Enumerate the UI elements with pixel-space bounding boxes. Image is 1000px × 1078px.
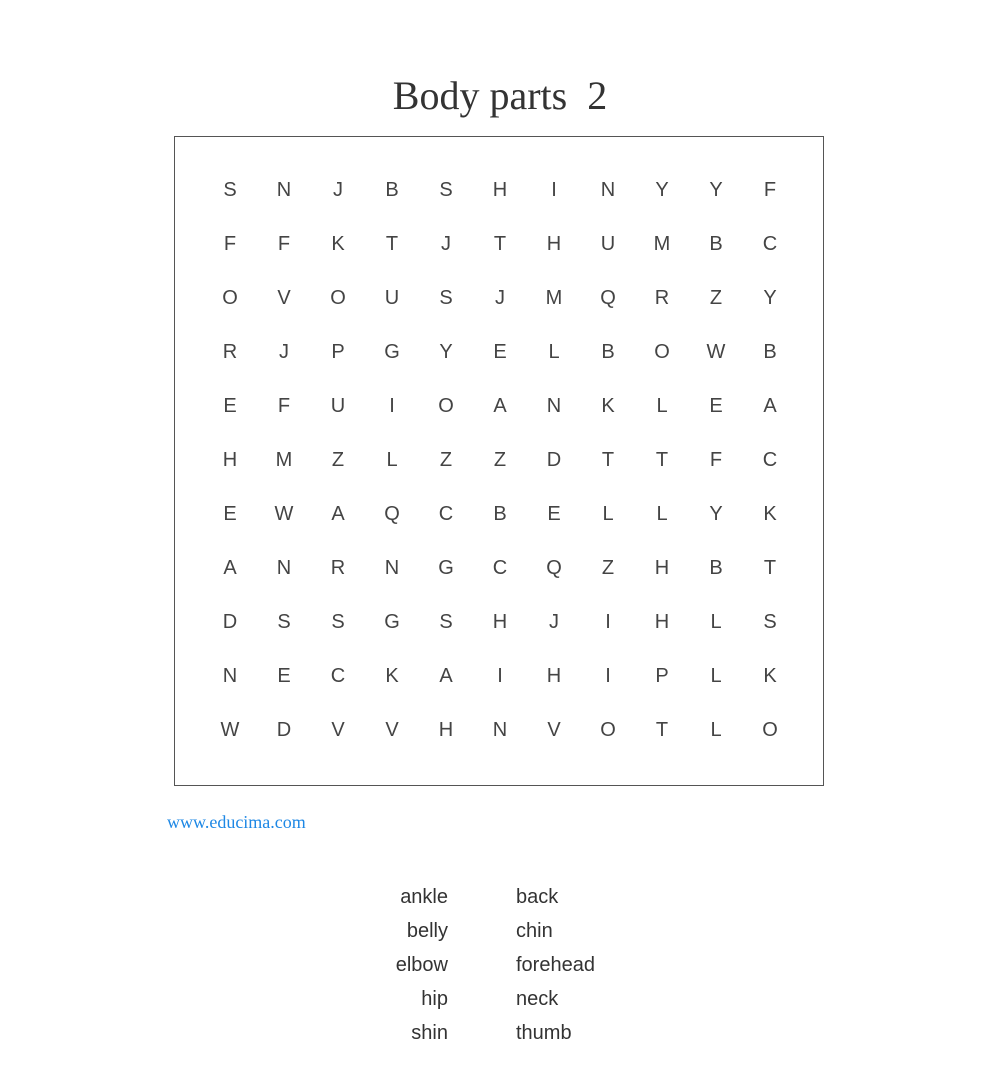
- word-item: neck: [516, 987, 559, 1010]
- grid-letter[interactable]: K: [763, 502, 777, 525]
- word-row: [300, 948, 700, 982]
- grid-letter[interactable]: K: [763, 664, 777, 687]
- grid-letter[interactable]: H: [492, 610, 508, 633]
- grid-letter[interactable]: H: [546, 664, 562, 687]
- grid-letter[interactable]: J: [549, 610, 559, 633]
- grid-letter[interactable]: E: [547, 502, 561, 525]
- grid-letter[interactable]: T: [763, 556, 777, 579]
- grid-letter[interactable]: N: [276, 178, 292, 201]
- word-item: belly: [406, 919, 448, 942]
- grid-letter[interactable]: N: [600, 178, 616, 201]
- word-item: elbow: [395, 953, 448, 976]
- grid-letter[interactable]: S: [277, 610, 291, 633]
- grid-letter[interactable]: S: [439, 610, 453, 633]
- page-title: Body parts 2: [392, 73, 608, 118]
- grid-letter[interactable]: B: [385, 178, 399, 201]
- grid-letter[interactable]: F: [277, 394, 291, 417]
- grid-letter[interactable]: U: [384, 286, 400, 309]
- grid-letter[interactable]: W: [220, 718, 240, 741]
- grid-letter[interactable]: H: [654, 610, 670, 633]
- grid-letter[interactable]: T: [385, 232, 399, 255]
- grid-letter[interactable]: R: [330, 556, 346, 579]
- grid-letter[interactable]: G: [438, 556, 454, 579]
- grid-letter[interactable]: A: [331, 502, 345, 525]
- grid-letter[interactable]: P: [331, 340, 345, 363]
- grid-letter[interactable]: Y: [763, 286, 777, 309]
- grid-letter[interactable]: U: [600, 232, 616, 255]
- word-row: [300, 1016, 700, 1050]
- grid-letter[interactable]: Y: [655, 178, 669, 201]
- grid-letter[interactable]: C: [762, 448, 778, 471]
- grid-letter[interactable]: F: [763, 178, 777, 201]
- grid-letter[interactable]: Z: [331, 448, 345, 471]
- grid-letter[interactable]: B: [709, 232, 723, 255]
- grid-letter[interactable]: A: [493, 394, 507, 417]
- grid-letter[interactable]: R: [222, 340, 238, 363]
- grid-letter[interactable]: B: [493, 502, 507, 525]
- grid-letter[interactable]: S: [331, 610, 345, 633]
- grid-letter[interactable]: T: [601, 448, 615, 471]
- word-item: shin: [411, 1021, 448, 1044]
- grid-letter[interactable]: N: [384, 556, 400, 579]
- grid-letter[interactable]: L: [548, 340, 560, 363]
- word-row: [300, 982, 700, 1016]
- grid-letter[interactable]: T: [655, 718, 669, 741]
- grid-letter[interactable]: O: [438, 394, 454, 417]
- grid-letter[interactable]: N: [276, 556, 292, 579]
- grid-letter[interactable]: B: [601, 340, 615, 363]
- grid-letter[interactable]: V: [547, 718, 561, 741]
- letter-grid: [203, 163, 797, 757]
- grid-letter[interactable]: B: [709, 556, 723, 579]
- grid-letter[interactable]: E: [223, 394, 237, 417]
- grid-letter[interactable]: J: [279, 340, 289, 363]
- grid-letter[interactable]: Q: [384, 502, 400, 525]
- grid-letter[interactable]: O: [762, 718, 778, 741]
- grid-letter[interactable]: L: [656, 394, 668, 417]
- word-item: hip: [421, 987, 448, 1010]
- grid-letter[interactable]: Z: [439, 448, 453, 471]
- grid-letter[interactable]: E: [277, 664, 291, 687]
- grid-letter[interactable]: S: [439, 178, 453, 201]
- grid-letter[interactable]: J: [441, 232, 451, 255]
- grid-letter[interactable]: M: [275, 448, 293, 471]
- word-list: [300, 880, 700, 1050]
- grid-letter[interactable]: V: [331, 718, 345, 741]
- word-item: back: [516, 885, 559, 908]
- grid-letter[interactable]: F: [709, 448, 723, 471]
- grid-letter[interactable]: Q: [600, 286, 616, 309]
- grid-letter[interactable]: I: [551, 178, 557, 201]
- grid-letter[interactable]: N: [546, 394, 562, 417]
- grid-letter[interactable]: R: [654, 286, 670, 309]
- grid-letter[interactable]: A: [223, 556, 237, 579]
- grid-letter[interactable]: H: [546, 232, 562, 255]
- grid-letter[interactable]: K: [601, 394, 615, 417]
- grid-letter[interactable]: L: [710, 610, 722, 633]
- grid-letter[interactable]: D: [222, 610, 238, 633]
- grid-letter[interactable]: G: [384, 610, 400, 633]
- word-item: chin: [516, 919, 553, 942]
- grid-letter[interactable]: G: [384, 340, 400, 363]
- grid-letter[interactable]: M: [653, 232, 671, 255]
- grid-letter[interactable]: Q: [546, 556, 562, 579]
- word-item: ankle: [400, 885, 448, 908]
- grid-letter[interactable]: O: [600, 718, 616, 741]
- grid-letter[interactable]: C: [438, 502, 454, 525]
- grid-letter[interactable]: E: [709, 394, 723, 417]
- grid-letter[interactable]: L: [656, 502, 668, 525]
- grid-letter[interactable]: I: [389, 394, 395, 417]
- grid-letter[interactable]: Z: [493, 448, 507, 471]
- grid-letter[interactable]: A: [439, 664, 453, 687]
- word-item: thumb: [516, 1021, 572, 1044]
- grid-letter[interactable]: Y: [439, 340, 453, 363]
- grid-letter[interactable]: C: [492, 556, 508, 579]
- grid-letter[interactable]: O: [222, 286, 238, 309]
- grid-letter[interactable]: P: [655, 664, 669, 687]
- grid-letter[interactable]: N: [492, 718, 508, 741]
- grid-letter[interactable]: L: [386, 448, 398, 471]
- grid-letter[interactable]: W: [706, 340, 726, 363]
- grid-letter[interactable]: M: [545, 286, 563, 309]
- educima-link[interactable]: www.educima.com: [167, 812, 306, 832]
- word-item: forehead: [516, 953, 595, 976]
- grid-letter[interactable]: L: [710, 664, 722, 687]
- grid-letter[interactable]: A: [763, 394, 777, 417]
- grid-letter[interactable]: C: [330, 664, 346, 687]
- grid-letter[interactable]: J: [333, 178, 343, 201]
- grid-letter[interactable]: O: [330, 286, 346, 309]
- grid-letter[interactable]: T: [655, 448, 669, 471]
- grid-letter[interactable]: U: [330, 394, 346, 417]
- word-row: [300, 880, 700, 914]
- grid-letter[interactable]: D: [276, 718, 292, 741]
- grid-letter[interactable]: K: [385, 664, 399, 687]
- grid-letter[interactable]: W: [274, 502, 294, 525]
- grid-letter[interactable]: Z: [601, 556, 615, 579]
- grid-letter[interactable]: V: [385, 718, 399, 741]
- grid-letter[interactable]: E: [223, 502, 237, 525]
- grid-letter[interactable]: Y: [709, 178, 723, 201]
- grid-letter[interactable]: T: [493, 232, 507, 255]
- grid-letter[interactable]: Y: [709, 502, 723, 525]
- word-row: [300, 914, 700, 948]
- grid-letter[interactable]: J: [495, 286, 505, 309]
- grid-letter[interactable]: B: [763, 340, 777, 363]
- grid-letter[interactable]: N: [222, 664, 238, 687]
- grid-letter[interactable]: F: [223, 232, 237, 255]
- grid-letter[interactable]: H: [654, 556, 670, 579]
- grid-letter[interactable]: K: [331, 232, 345, 255]
- grid-letter[interactable]: L: [602, 502, 614, 525]
- grid-letter[interactable]: F: [277, 232, 291, 255]
- grid-letter[interactable]: S: [763, 610, 777, 633]
- grid-letter[interactable]: I: [605, 610, 611, 633]
- grid-letter[interactable]: E: [493, 340, 507, 363]
- grid-letter[interactable]: H: [222, 448, 238, 471]
- grid-letter[interactable]: I: [497, 664, 503, 687]
- grid-letter[interactable]: Z: [709, 286, 723, 309]
- grid-letter[interactable]: L: [710, 718, 722, 741]
- grid-letter[interactable]: O: [654, 340, 670, 363]
- word-search-grid: [174, 136, 824, 786]
- grid-letter[interactable]: H: [438, 718, 454, 741]
- grid-letter[interactable]: D: [546, 448, 562, 471]
- grid-letter[interactable]: S: [223, 178, 237, 201]
- grid-letter[interactable]: I: [605, 664, 611, 687]
- grid-letter[interactable]: C: [762, 232, 778, 255]
- grid-letter[interactable]: S: [439, 286, 453, 309]
- grid-letter[interactable]: H: [492, 178, 508, 201]
- grid-letter[interactable]: V: [277, 286, 291, 309]
